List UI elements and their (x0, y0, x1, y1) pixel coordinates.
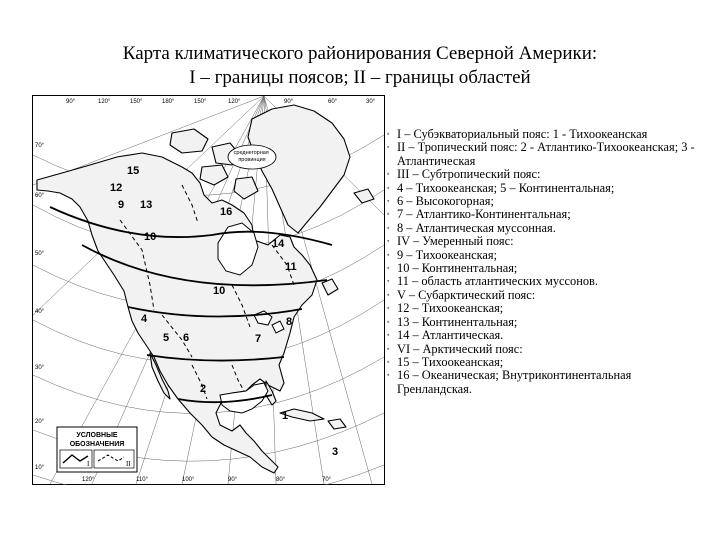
region-13: 13 (140, 199, 153, 211)
svg-text:среднегорная провинция (234, 150, 271, 163)
lat-left-5: 30° (35, 365, 45, 371)
lon-top-8: 60° (328, 99, 338, 105)
region-10-north: 10 (144, 231, 157, 243)
lon-top-6: 120° (228, 99, 241, 105)
list-item: ▪ 11 – область атлантических муссонов. (397, 275, 697, 288)
list-item: ▪ I – Субэкваториальный пояс: 1 - Тихоокеанская (397, 128, 697, 141)
title-line-2: I – границы поясов; II – границы областей (189, 67, 531, 88)
region-8: 8 (286, 316, 293, 328)
lat-left-4: 40° (35, 309, 45, 315)
climate-map (32, 95, 385, 485)
map-legend (57, 427, 137, 472)
region-9: 9 (118, 199, 125, 211)
list-item: ▪ 12 – Тихоокеанская; (397, 302, 697, 315)
region-3: 3 (332, 446, 339, 458)
list-item: ▪ V – Субарктический пояс: (397, 289, 697, 302)
region-15: 15 (127, 165, 140, 177)
lon-bottom-5: 80° (276, 477, 286, 483)
lon-top-7: 90° (284, 99, 294, 105)
lon-bottom-4: 90° (228, 477, 238, 483)
lon-bottom-2: 110° (136, 477, 148, 483)
lon-top-5: 150° (194, 99, 207, 105)
lon-top-2: 120° (98, 99, 111, 105)
region-14: 14 (272, 238, 285, 250)
list-item: ▪ 10 – Континентальная; (397, 262, 697, 275)
lon-top-4: 180° (162, 99, 175, 105)
list-item: ▪ IV – Умеренный пояс: (397, 235, 697, 248)
legend-symbol-2: II (126, 460, 131, 468)
region-16: 16 (220, 206, 233, 218)
lon-bottom-6: 70° (322, 477, 332, 483)
lat-left-3: 50° (35, 251, 45, 257)
slide-title (0, 42, 720, 90)
legend-title-1: УСЛОВНЫЕ (76, 432, 118, 439)
list-item: ▪ 14 – Атлантическая. (397, 329, 697, 342)
lon-bottom-1: 120° (82, 477, 95, 483)
lat-left-7: 10° (35, 465, 45, 471)
region-2: 2 (200, 383, 207, 395)
list-item: ▪ II – Тропический пояс: 2 - Атлантико-Тихоокеанская; 3 - Атлантическая (397, 141, 697, 168)
region-1: 1 (282, 410, 289, 422)
list-item: ▪ III – Субтропический пояс: (397, 168, 697, 181)
legend-symbol-1: I (87, 460, 90, 468)
inset-label-2: провинция (238, 157, 266, 163)
list-item: ▪ 6 – Высокогорная; (397, 195, 697, 208)
legend-title-2: ОБОЗНАЧЕНИЯ (69, 441, 125, 448)
list-item: ▪ 13 – Континентальная; (397, 316, 697, 329)
climate-zones-list (397, 128, 697, 396)
title-line-1: Карта климатического районирования Северной Америки: (122, 43, 598, 64)
region-6: 6 (183, 332, 190, 344)
list-item: ▪ 4 – Тихоокеанская; 5 – Континентальная; (397, 182, 697, 195)
region-4: 4 (141, 313, 148, 325)
region-5: 5 (163, 332, 170, 344)
region-7: 7 (255, 333, 262, 345)
lat-left-2: 60° (35, 193, 45, 199)
inset-note (228, 145, 276, 169)
region-11: 11 (285, 261, 297, 273)
list-item: ▪ VI – Арктический пояс: (397, 343, 697, 356)
region-10-south: 10 (213, 285, 226, 297)
list-item: ▪ 8 – Атлантическая муссонная. (397, 222, 697, 235)
lon-top-1: 90° (66, 99, 76, 105)
inset-label: среднегорная (233, 150, 269, 156)
list-item: ▪ 16 – Океаническая; Внутриконтинентальная Гренландская. (397, 369, 697, 396)
lon-top-9: 30° (366, 99, 376, 105)
lon-bottom-3: 100° (182, 477, 195, 483)
list-item: ▪ 7 – Атлантико-Континентальная; (397, 208, 697, 221)
list-item: ▪ 9 – Тихоокеанская; (397, 249, 697, 262)
lat-left-6: 20° (35, 419, 45, 425)
region-12: 12 (110, 182, 123, 194)
lat-left-1: 70° (35, 143, 45, 149)
list-item: ▪ 15 – Тихоокеанская; (397, 356, 697, 369)
lon-top-3: 150° (130, 99, 143, 105)
